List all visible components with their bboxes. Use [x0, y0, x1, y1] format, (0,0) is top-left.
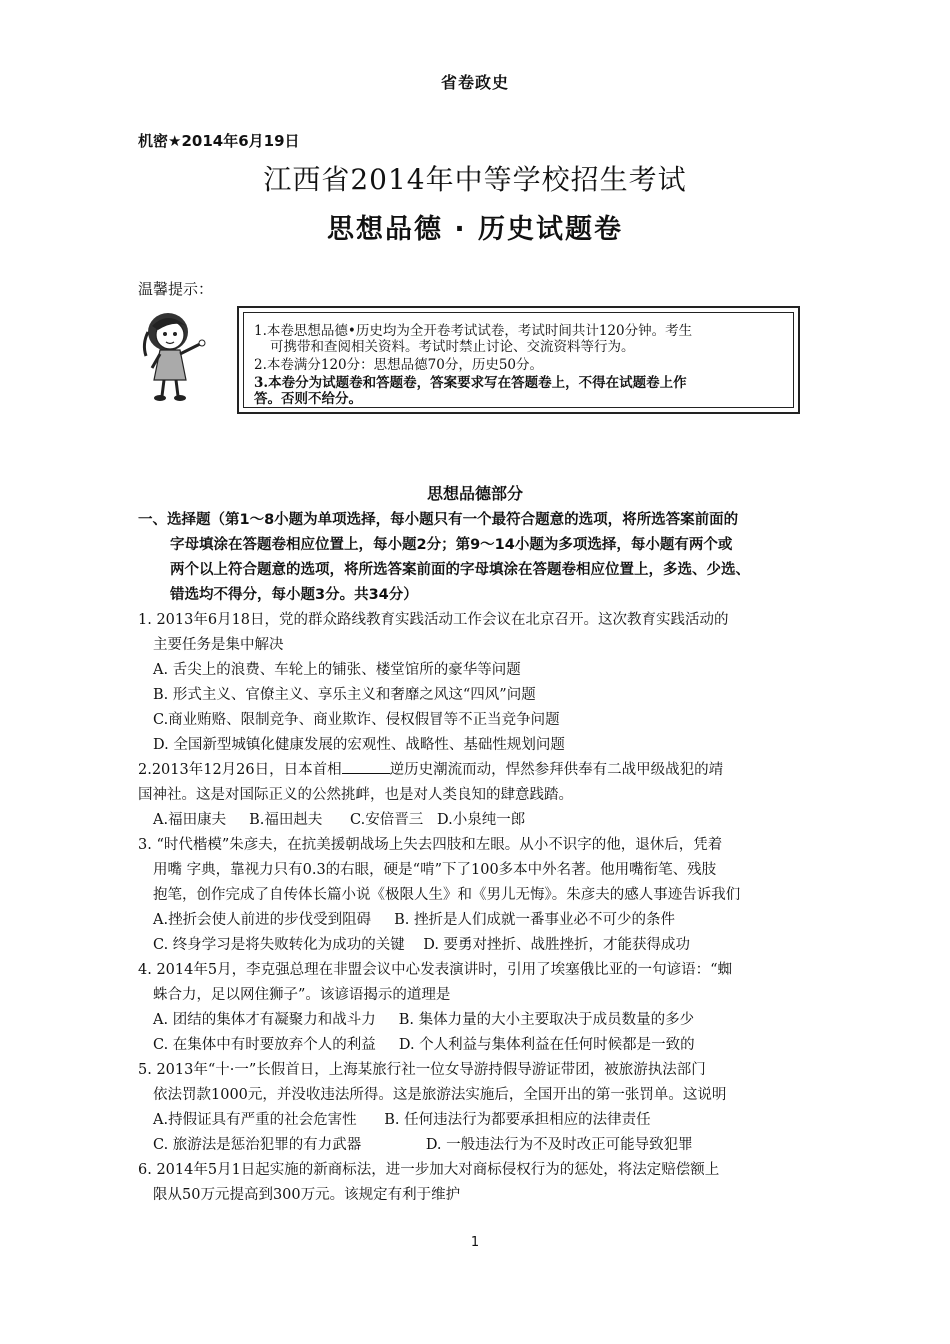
question-4-text: 蛛合力，足以网住狮子”。该谚语揭示的道理是: [153, 987, 451, 1003]
question-2-text-part: 2.2013年12月26日，日本首相: [138, 762, 342, 778]
tip-line: 可携带和查阅相关资料。考试时禁止讨论、交流资料等行为。: [270, 339, 635, 355]
instruction-line: 错选均不得分，每小题3分。共34分）: [170, 587, 418, 603]
tip-line: 1.本卷思想品德•历史均为全开卷考试试卷，考试时间共计120分钟。考生: [254, 323, 693, 339]
question-1-option-c: C.商业贿赂、限制竞争、商业欺诈、侵权假冒等不正当竞争问题: [153, 712, 560, 728]
question-2-text-part: 逆历史潮流而动，悍然参拜供奉有二战甲级战犯的靖: [389, 762, 724, 778]
exam-title: 江西省2014年中等学校招生考试: [263, 163, 687, 196]
question-2-text: 国神社。这是对国际正义的公然挑衅，也是对人类良知的肆意践踏。: [138, 787, 573, 803]
tips-label: 温馨提示：: [138, 280, 214, 298]
section-title: 思想品德部分: [426, 484, 523, 503]
question-4-options-ab: A. 团结的集体才有凝聚力和战斗力 B. 集体力量的大小主要取决于成员数量的多少: [153, 1012, 695, 1028]
instruction-line: 一、选择题（第1～8小题为单项选择，每小题只有一个最符合题意的选项，将所选答案前面的: [138, 512, 739, 528]
question-5-text: 5. 2013年“十·一”长假首日，上海某旅行社一位女导游持假导游证带团，被旅游执法部门: [138, 1062, 706, 1078]
question-1-text: 1. 2013年6月18日，党的群众路线教育实践活动工作会议在北京召开。这次教育实践活动的: [138, 612, 729, 628]
confidential-date: 机密★2014年6月19日: [138, 132, 300, 150]
tip-line: 2.本卷满分120分：思想品德70分，历史50分。: [254, 357, 544, 373]
question-3-text: 用嘴 字典，靠视力只有0.3的右眼，硬是“啃”下了100多本中外名著。他用嘴衔笔、残肢: [153, 862, 717, 878]
tip-line: 答。否则不给分。: [254, 391, 362, 407]
page-header: 省卷政史: [440, 73, 509, 92]
question-1-option-b: B. 形式主义、官僚主义、享乐主义和奢靡之风这“四风”问题: [153, 687, 536, 703]
question-1-option-a: A. 舌尖上的浪费、车轮上的铺张、楼堂馆所的豪华等问题: [153, 662, 521, 678]
girl-illustration-icon: [140, 304, 220, 404]
instruction-line: 两个以上符合题意的选项，将所选答案前面的字母填涂在答题卷相应位置上，多选、少选、: [170, 562, 750, 578]
question-3-options-ab: A.挫折会使人前进的步伐受到阻碍 B. 挫折是人们成就一番事业必不可少的条件: [153, 912, 675, 928]
question-5-options-ab: A.持假证具有严重的社会危害性 B. 任何违法行为都要承担相应的法律责任: [153, 1112, 651, 1128]
exam-subtitle: 思想品德 · 历史试题卷: [326, 214, 624, 245]
question-6-text: 限从50万元提高到300万元。该规定有利于维护: [153, 1187, 461, 1203]
question-3-text: 3. “时代楷模”朱彦夫，在抗美援朝战场上失去四肢和左眼。从小不识字的他，退休后，凭着: [138, 837, 723, 853]
question-5-text: 依法罚款1000元，并没收违法所得。这是旅游法实施后，全国开出的第一张罚单。这说明: [153, 1087, 727, 1103]
tips-box: [237, 306, 800, 414]
answer-blank: [342, 761, 390, 774]
question-1-option-d: D. 全国新型城镇化健康发展的宏观性、战略性、基础性规划问题: [153, 737, 565, 753]
question-3-options-cd: C. 终身学习是将失败转化为成功的关键 D. 要勇对挫折、战胜挫折，才能获得成功: [153, 937, 691, 953]
question-6-text: 6. 2014年5月1日起实施的新商标法，进一步加大对商标侵权行为的惩处，将法定赔偿额上: [138, 1162, 720, 1178]
question-2-options: A.福田康夫 B.福田赳夫 C.安倍晋三 D.小泉纯一郎: [153, 812, 526, 828]
tip-line: 3.本卷分为试题卷和答题卷，答案要求写在答题卷上，不得在试题卷上作: [254, 375, 687, 391]
question-4-options-cd: C. 在集体中有时要放弃个人的利益 D. 个人利益与集体利益在任何时候都是一致的: [153, 1037, 695, 1053]
question-3-text: 抱笔，创作完成了自传体长篇小说《极限人生》和《男儿无悔》。朱彦夫的感人事迹告诉我们: [153, 887, 741, 903]
instruction-line: 字母填涂在答题卷相应位置上，每小题2分；第9～14小题为多项选择，每小题有两个或: [170, 537, 733, 553]
question-5-options-cd: C. 旅游法是惩治犯罪的有力武器 D. 一般违法行为不及时改正可能导致犯罪: [153, 1137, 693, 1153]
page-number: 1: [470, 1235, 480, 1250]
question-2-text: [138, 758, 723, 779]
question-4-text: 4. 2014年5月，李克强总理在非盟会议中心发表演讲时，引用了埃塞俄比亚的一句谚语：“蜘: [138, 962, 732, 978]
question-1-text: 主要任务是集中解决: [153, 637, 284, 653]
